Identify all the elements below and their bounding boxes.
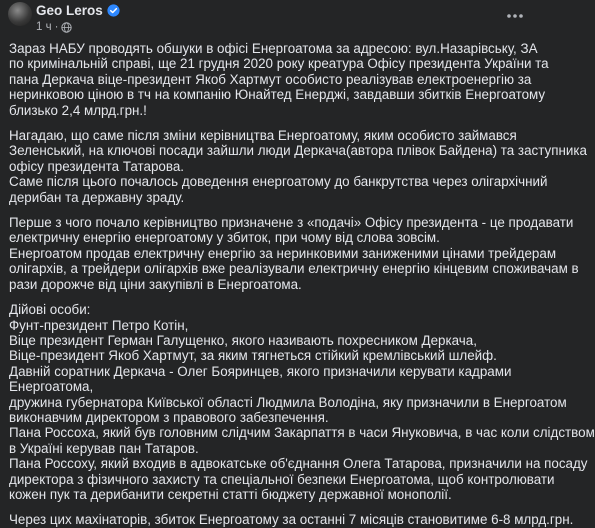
post-text-line: Перше з чого почало керівництво призначене з «подачі» Офісу президента - це продавати <box>9 215 574 231</box>
post-text-line: Енергоатом продав електричну енергію за неринковими заниженими цінами трейдерам <box>9 245 557 261</box>
post-paragraph <box>9 215 579 292</box>
post-text-line: Зараз НАБУ проводять обшуки в офісі Енергоатома за адресою: вул.Назарівську, ЗА <box>9 41 538 56</box>
more-options-button[interactable] <box>501 5 529 25</box>
post-text-line: Дійові особи: <box>9 302 91 318</box>
more-dots-icon <box>506 6 524 24</box>
post-text-line: Саме після цього почалось доведення енергоатому до банкрутства через олігархічний <box>9 174 548 190</box>
post-text-line: виконавчим директором з правового забезпечення. <box>9 409 329 425</box>
post-text-line: офісу президента Татарова. <box>9 158 185 174</box>
post-text-line: Фунт-президент Петро Котін, <box>9 317 189 333</box>
post-text-line: по кримінальній справі, ще 21 грудня 2020 року креатура Офісу президента України та <box>9 56 549 72</box>
post-text-line: неринковою ціною в тч на компанію Юнайтед Енерджі, завдавши збитків Енергоатому <box>9 87 546 103</box>
post-text-line: Віце президент Герман Галущенко, якого називають похресником Деркача, <box>9 332 477 348</box>
post-text-line: Енергоатома, <box>9 379 94 395</box>
post-text-line: Пана Россоха, який був головним слідчим Закарпаття в часи Януковича, в час коли слідством <box>9 425 595 441</box>
post-paragraph <box>9 512 574 528</box>
post-text-line: Нагадаю, що саме після зміни керівництва Енергоатому, яким особисто займався <box>9 128 517 144</box>
post-paragraph <box>9 41 549 118</box>
post-paragraph <box>9 302 595 502</box>
post-text-line: Зеленський, на ключові посади зайшли люди Деркача(автора плівок Байдена) та заступника <box>9 143 587 159</box>
post-text-line: пана Деркача віце-президент Якоб Хартмут особисто реалізував електроенергію за <box>9 71 532 87</box>
post-text-line: електричну енергію енергоатому у збиток, при чому від слова зовсім. <box>9 230 440 246</box>
author-name-row <box>36 3 120 18</box>
post-text-line: Давній соратник Деркача - Олег Бояринцев, якого призначили керувати кадрами <box>9 363 512 379</box>
post-text-line: кожен пук та дерибанити секретні статті бюджету державної монополії. <box>9 486 452 502</box>
post-text-line: Через цих махінаторів, збиток Енергоатому за останні 7 місяців становитиме 6-8 млрд.грн. <box>9 512 574 528</box>
post-header <box>0 0 539 40</box>
post-text-line: рази дорожче від ціни закупівлі в Енергоатома. <box>9 276 302 292</box>
meta-separator: · <box>54 21 59 33</box>
verified-badge-icon <box>107 4 120 17</box>
post-text-line: Пана Россоху, який входив в адвокатське об'єднання Олега Татарова, призначили на посаду <box>9 456 588 472</box>
post-text-line: дерибан та державну зраду. <box>9 189 185 205</box>
post-text <box>9 41 595 528</box>
globe-icon[interactable] <box>61 22 72 33</box>
post-paragraph <box>9 128 587 205</box>
post-text-line: в Україні керував пан Татаров. <box>9 440 199 456</box>
author-name[interactable]: Geo Leros <box>36 3 103 18</box>
post-text-line: близько 2,4 млрд.грн.! <box>9 102 147 118</box>
post-text-line: Віце-президент Якоб Хартмут, за яким тягнеться стійкий кремлівський шлейф. <box>9 348 497 364</box>
post-text-line: директора з фізичного захисту та спеціальної безпеки Енергоатома, щоб контролювати <box>9 471 555 487</box>
post-text-line: олігархів, а трейдери олігархів вже реалізували електричну енергію кінцевим споживачам в <box>9 261 579 277</box>
author-avatar[interactable] <box>8 2 32 26</box>
post-meta <box>36 21 72 33</box>
post-time[interactable]: 1 ч <box>36 21 52 33</box>
post-text-line: дружина губернатора Київської області Людмила Володіна, яку призначили в Енергоатом <box>9 394 567 410</box>
